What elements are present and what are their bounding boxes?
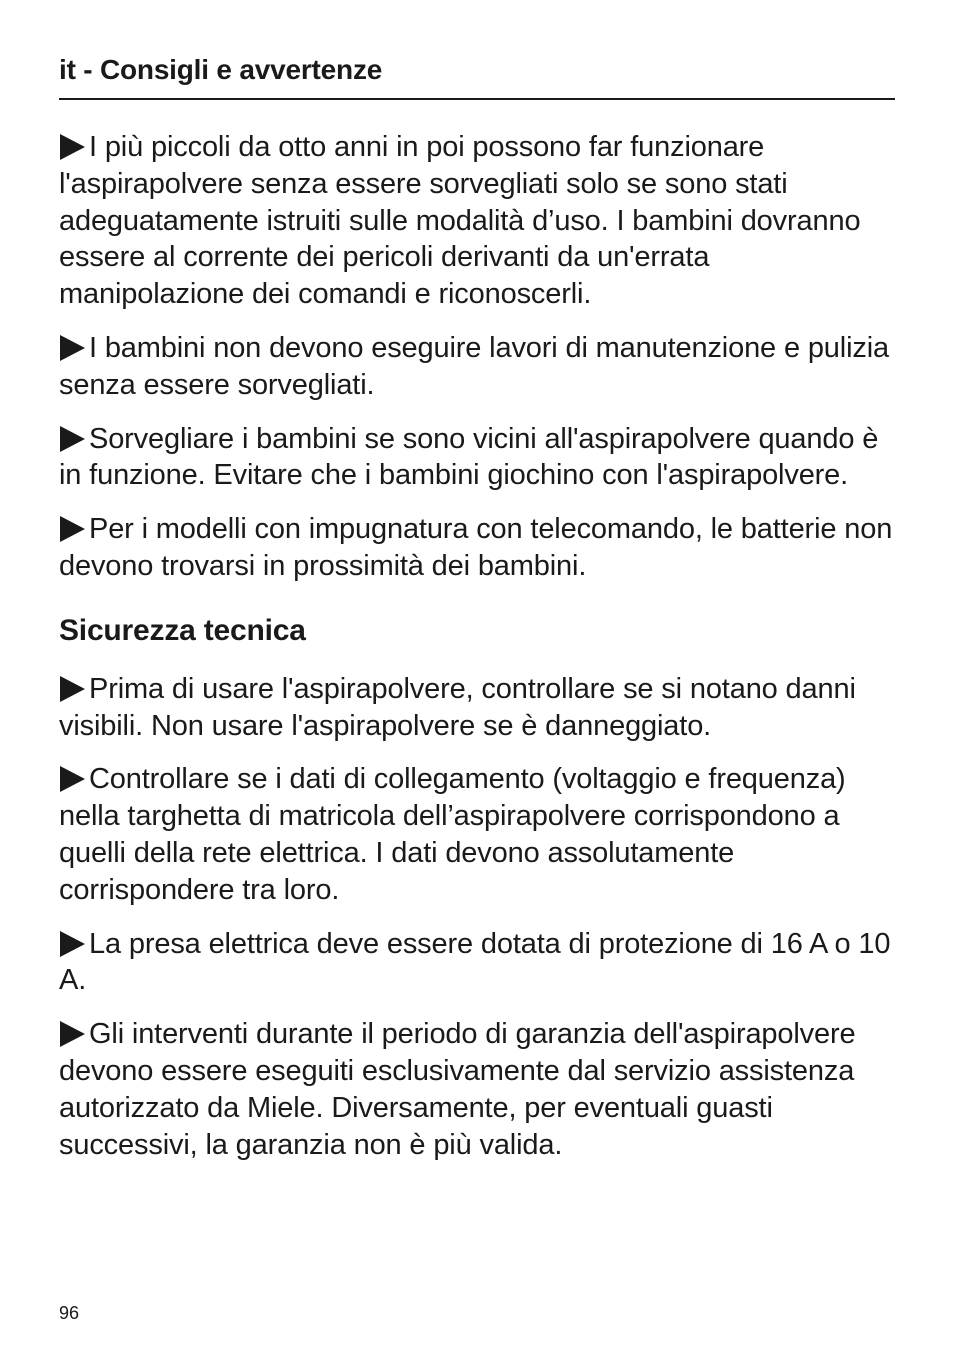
triangle-bullet-icon <box>60 676 85 702</box>
safety-paragraph <box>59 330 895 404</box>
paragraph-text: La presa elettrica deve essere dotata di protezione di 16 A o 10 A. <box>59 927 891 997</box>
paragraph-text: I bambini non devono eseguire lavori di manutenzione e pulizia senza essere sorvegliati. <box>59 331 889 401</box>
triangle-bullet-icon <box>60 1021 85 1047</box>
header-title: it - Consigli e avvertenze <box>59 54 383 85</box>
page-header <box>59 52 895 100</box>
safety-paragraph <box>59 511 895 585</box>
paragraph-text: Controllare se i dati di collegamento (voltaggio e frequenza) nella targhetta di matricola dell’aspirapolvere corrispondono a quelli della rete elettrica. I dati devono assolutamente corrispondere tra loro. <box>59 763 846 906</box>
triangle-bullet-icon <box>60 516 85 542</box>
paragraph-text: Sorvegliare i bambini se sono vicini all'aspirapolvere quando è in funzione. Evitare che i bambini giochino con l'aspirapolvere. <box>59 422 879 492</box>
section-title: Sicurezza tecnica <box>59 613 306 647</box>
triangle-bullet-icon <box>60 134 85 160</box>
safety-paragraph <box>59 671 895 745</box>
safety-paragraph <box>59 129 895 313</box>
triangle-bullet-icon <box>60 426 85 452</box>
paragraph-text: Per i modelli con impugnatura con telecomando, le batterie non devono trovarsi in prossimità dei bambini. <box>59 513 893 582</box>
page-content <box>59 129 895 1180</box>
safety-paragraph <box>59 421 895 495</box>
paragraph-text: I più piccoli da otto anni in poi possono far funzionare l'aspirapolvere senza essere sorvegliati solo se sono stati adeguatamente istruiti sulle modalità d’uso. I bambini dovranno essere al corrente dei pericoli derivanti da un'errata manipolazione dei comandi e riconoscerli. <box>59 131 861 311</box>
paragraph-text: Gli interventi durante il periodo di garanzia dell'aspirapolvere devono essere eseguiti esclusivamente dal servizio assistenza autorizzato da Miele. Diversamente, per eventuali guasti successivi, la garanzia non è più valida. <box>59 1018 856 1161</box>
page-number: 96 <box>59 1303 80 1323</box>
triangle-bullet-icon <box>60 766 85 792</box>
paragraph-text: Prima di usare l'aspirapolvere, controllare se si notano danni visibili. Non usare l'aspirapolvere se è danneggiato. <box>59 672 856 742</box>
safety-paragraph <box>59 1016 895 1163</box>
triangle-bullet-icon <box>60 931 85 957</box>
safety-paragraph <box>59 761 895 908</box>
triangle-bullet-icon <box>60 335 85 361</box>
safety-paragraph <box>59 926 895 1000</box>
